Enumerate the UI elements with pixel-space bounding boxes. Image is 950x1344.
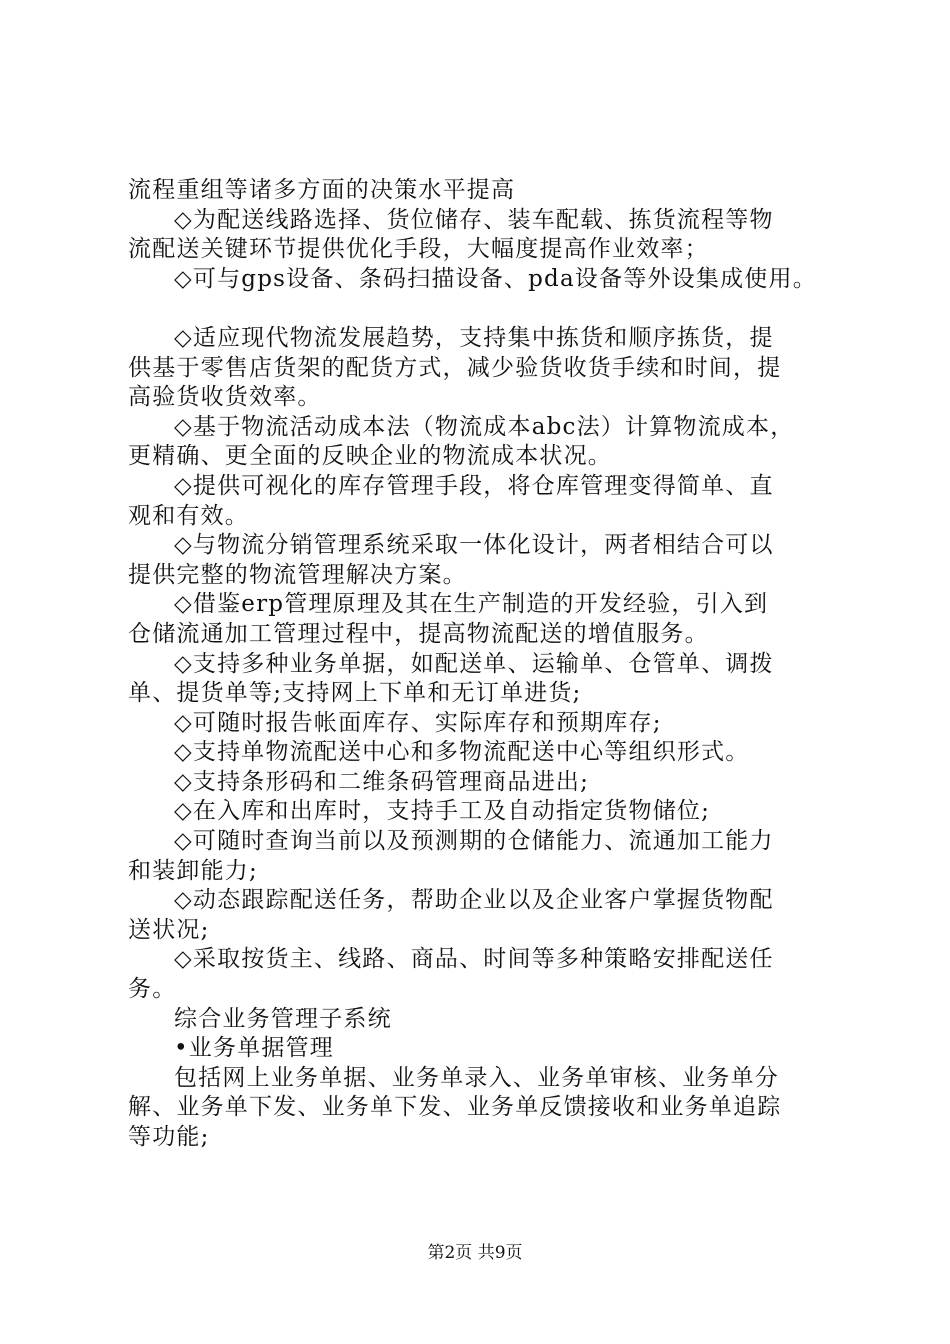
text-line: 送状况;: [128, 916, 210, 943]
text-line: 流程重组等诸多方面的决策水平提高: [128, 177, 516, 203]
bullet-line: ◇可与gps设备、条码扫描设备、pda设备等外设集成使用。: [174, 265, 817, 292]
bullet-line: ◇支持条形码和二维条码管理商品进出;: [174, 768, 590, 795]
bullet-line: ◇借鉴erp管理原理及其在生产制造的开发经验，引入到: [174, 591, 769, 618]
section-heading: 综合业务管理子系统: [174, 1005, 392, 1032]
paragraph-line: 包括网上业务单据、业务单录入、业务单审核、业务单分: [174, 1064, 779, 1091]
bullet-line: ◇适应现代物流发展趋势，支持集中拣货和顺序拣货，提: [174, 324, 774, 351]
text-line: 等功能;: [128, 1124, 210, 1150]
bullet-line: ◇提供可视化的库存管理手段，将仓库管理变得简单、直: [174, 472, 774, 499]
text-line: 更精确、更全面的反映企业的物流成本状况。: [128, 443, 612, 470]
text-line: 解、业务单下发、业务单下发、业务单反馈接收和业务单追踪: [128, 1094, 782, 1121]
blank-line: [128, 294, 840, 324]
text-line: 高验货收货效率。: [128, 384, 322, 411]
bullet-line: ◇动态跟踪配送任务，帮助企业以及企业客户掌握货物配: [174, 887, 774, 914]
bullet-line: ◇在入库和出库时，支持手工及自动指定货物储位;: [174, 798, 711, 825]
bullet-line: ◇支持多种业务单据，如配送单、运输单、仓管单、调拨: [174, 650, 774, 677]
text-line: 观和有效。: [128, 502, 249, 529]
text-line: 仓储流通加工管理过程中，提高物流配送的增值服务。: [128, 620, 709, 647]
text-line: 流配送关键环节提供优化手段，大幅度提高作业效率；: [128, 236, 709, 263]
bullet-line: ◇可随时查询当前以及预测期的仓储能力、流通加工能力: [174, 828, 774, 855]
text-line: 供基于零售店货架的配货方式，减少验货收货手续和时间，提: [128, 354, 782, 381]
bullet-line: ◇采取按货主、线路、商品、时间等多种策略安排配送任: [174, 946, 774, 973]
bullet-line: ◇与物流分销管理系统采取一体化设计，两者相结合可以: [174, 532, 774, 559]
bullet-line: ◇基于物流活动成本法（物流成本abc法）计算物流成本，: [174, 413, 795, 440]
page-number: 第2页 共9页: [427, 1243, 523, 1263]
document-body: [128, 176, 840, 1153]
bullet-line: ◇可随时报告帐面库存、实际库存和预期库存;: [174, 709, 662, 736]
bullet-line: ◇为配送线路选择、货位储存、装车配载、拣货流程等物: [174, 206, 774, 233]
text-line: 务。: [128, 976, 177, 1003]
subsection-heading: •业务单据管理: [174, 1035, 334, 1062]
bullet-line: ◇支持单物流配送中心和多物流配送中心等组织形式。: [174, 739, 750, 766]
text-line: 和装卸能力;: [128, 857, 258, 884]
text-line: 单、提货单等;支持网上下单和无订单进货;: [128, 680, 582, 707]
text-line: 提供完整的物流管理解决方案。: [128, 561, 467, 588]
